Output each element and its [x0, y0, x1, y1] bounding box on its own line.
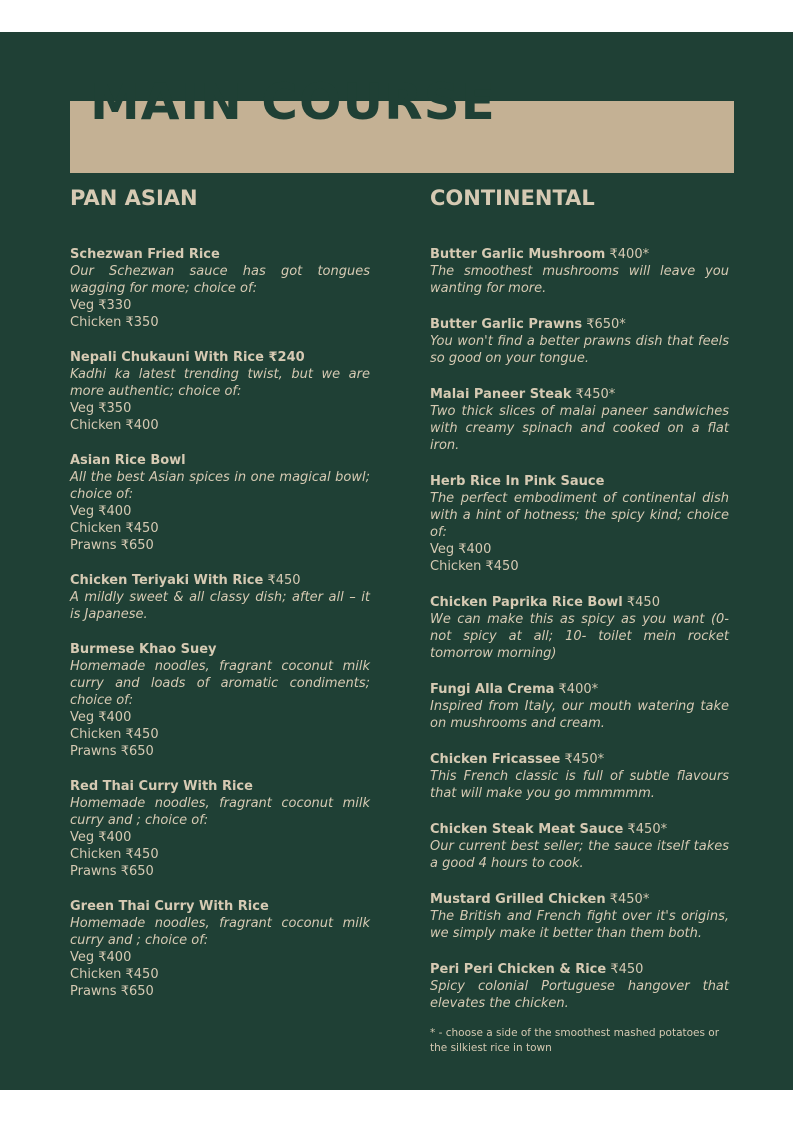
menu-item-option: Chicken ₹450	[70, 521, 159, 536]
menu-item-name: Butter Garlic Mushroom	[430, 247, 606, 262]
menu-item	[430, 961, 729, 1012]
menu-item-description: Homemade noodles, fragrant coconut milk curry and loads of aromatic condiments; choice of:	[70, 659, 370, 708]
menu-item-description: Inspired from Italy, our mouth watering take on mushrooms and cream.	[430, 699, 729, 731]
menu-item-name: Chicken Fricassee	[430, 752, 561, 767]
menu-item-title	[70, 898, 370, 915]
menu-item	[430, 594, 729, 662]
menu-item-title	[430, 751, 729, 768]
menu-item-price: ₹450*	[627, 822, 668, 837]
page-title: MAIN COURSE	[90, 73, 496, 131]
menu-item-description: All the best Asian spices in one magical bowl; choice of:	[70, 470, 370, 502]
menu-item-options	[70, 400, 370, 434]
menu-item	[70, 246, 370, 331]
menu-item-name: Malai Paneer Steak	[430, 387, 572, 402]
menu-item-options	[70, 949, 370, 1000]
menu-item-description: Homemade noodles, fragrant coconut milk curry and ; choice of:	[70, 796, 370, 828]
menu-item-description: The smoothest mushrooms will leave you wanting for more.	[430, 264, 729, 296]
menu-item-price: ₹450	[626, 595, 660, 610]
menu-item-option: Chicken ₹350	[70, 315, 159, 330]
menu-item-option: Chicken ₹450	[70, 847, 159, 862]
menu-item-option: Prawns ₹650	[70, 744, 154, 759]
menu-item	[430, 316, 729, 367]
menu-item	[70, 349, 370, 434]
menu-item-name: Chicken Steak Meat Sauce	[430, 822, 624, 837]
menu-item-description: Our Schezwan sauce has got tongues wagging for more; choice of:	[70, 264, 370, 296]
menu-item-option: Prawns ₹650	[70, 864, 154, 879]
menu-item-option: Veg ₹400	[70, 504, 132, 519]
menu-item-name: Chicken Teriyaki With Rice	[70, 573, 264, 588]
menu-item-option: Veg ₹400	[70, 830, 132, 845]
menu-item-name: Nepali Chukauni With Rice ₹240	[70, 350, 305, 365]
footnote: * - choose a side of the smoothest mashed potatoes or the silkiest rice in town	[430, 1027, 720, 1054]
menu-item-option: Prawns ₹650	[70, 984, 154, 999]
menu-item	[430, 386, 729, 454]
menu-item	[430, 751, 729, 802]
menu-item-name: Herb Rice In Pink Sauce	[430, 474, 605, 489]
menu-item-name: Asian Rice Bowl	[70, 453, 186, 468]
menu-item-description: The British and French fight over it's origins, we simply make it better than them both.	[430, 909, 729, 941]
menu-item-title	[70, 452, 370, 469]
menu-item-title	[70, 246, 370, 263]
menu-item-price: ₹450*	[575, 387, 616, 402]
menu-item-title	[430, 961, 729, 978]
menu-item-description: You won't find a better prawns dish that feels so good on your tongue.	[430, 334, 729, 366]
menu-item-price: ₹450	[610, 962, 644, 977]
menu-item-title	[70, 778, 370, 795]
section-heading: PAN ASIAN	[70, 186, 198, 210]
menu-item-title	[430, 473, 729, 490]
menu-item-title	[430, 316, 729, 333]
menu-item-name: Fungi Alla Crema	[430, 682, 555, 697]
menu-item-title	[430, 821, 729, 838]
menu-item-option: Veg ₹400	[70, 710, 132, 725]
menu-item-description: Kadhi ka latest trending twist, but we are more authentic; choice of:	[70, 367, 370, 399]
menu-item-title	[430, 246, 729, 263]
menu-item-options	[70, 503, 370, 554]
menu-item-price: ₹650*	[586, 317, 626, 332]
menu-item-options	[70, 297, 370, 331]
menu-item-name: Mustard Grilled Chicken	[430, 892, 606, 907]
menu-item-price: ₹450*	[564, 752, 605, 767]
menu-item-name: Schezwan Fried Rice	[70, 247, 220, 262]
menu-item	[430, 246, 729, 297]
menu-item-title	[430, 594, 729, 611]
menu-item-option: Veg ₹350	[70, 401, 132, 416]
menu-item-name: Red Thai Curry With Rice	[70, 779, 253, 794]
menu-item-name: Peri Peri Chicken & Rice	[430, 962, 607, 977]
menu-item-name: Butter Garlic Prawns	[430, 317, 583, 332]
menu-item-name: Chicken Paprika Rice Bowl	[430, 595, 623, 610]
menu-item	[430, 821, 729, 872]
menu-item	[70, 452, 370, 554]
menu-item	[430, 891, 729, 942]
menu-item-name: Green Thai Curry With Rice	[70, 899, 269, 914]
menu-item-description: The perfect embodiment of continental dish with a hint of hotness; the spicy kind; choice of:	[430, 491, 729, 540]
menu-item-title	[70, 641, 370, 658]
menu-item-title	[430, 681, 729, 698]
menu-item-option: Chicken ₹450	[70, 727, 159, 742]
section-heading: CONTINENTAL	[430, 186, 595, 210]
menu-item-title	[430, 386, 729, 403]
menu-item-options	[70, 709, 370, 760]
pan-asian-section	[70, 184, 370, 1018]
menu-item-option: Chicken ₹450	[430, 559, 519, 574]
menu-item-name: Burmese Khao Suey	[70, 642, 217, 657]
menu-item-description: Homemade noodles, fragrant coconut milk curry and ; choice of:	[70, 916, 370, 948]
menu-item-option: Chicken ₹450	[70, 967, 159, 982]
menu-item-description: Spicy colonial Portuguese hangover that elevates the chicken.	[430, 979, 729, 1011]
menu-item	[70, 778, 370, 880]
menu-item	[430, 681, 729, 732]
menu-item-title	[70, 349, 370, 366]
menu-item	[70, 898, 370, 1000]
menu-item	[430, 473, 729, 575]
continental-section	[430, 184, 729, 1031]
menu-item	[70, 641, 370, 760]
menu-item-description: This French classic is full of subtle flavours that will make you go mmmmmm.	[430, 769, 729, 801]
menu-item-price: ₹450*	[609, 892, 650, 907]
menu-item-title	[70, 572, 370, 589]
menu-item-options	[430, 541, 729, 575]
menu-item-price: ₹400*	[609, 247, 650, 262]
menu-item-description: Two thick slices of malai paneer sandwiches with creamy spinach and cooked on a flat iron.	[430, 404, 729, 453]
menu-item-price: ₹400*	[558, 682, 599, 697]
menu-item-description: We can make this as spicy as you want (0-not spicy at all; 10- toilet mein rocket tomorrow morning)	[430, 612, 729, 661]
menu-item-option: Chicken ₹400	[70, 418, 159, 433]
menu-item-price: ₹450	[267, 573, 301, 588]
menu-item-description: A mildly sweet & all classy dish; after all – it is Japanese.	[70, 590, 370, 622]
menu-item	[70, 572, 370, 623]
menu-item-title	[430, 891, 729, 908]
menu-item-description: Our current best seller; the sauce itself takes a good 4 hours to cook.	[430, 839, 729, 871]
menu-item-option: Veg ₹400	[430, 542, 492, 557]
menu-item-options	[70, 829, 370, 880]
menu-item-option: Veg ₹330	[70, 298, 132, 313]
menu-page	[0, 32, 793, 1090]
menu-item-option: Veg ₹400	[70, 950, 132, 965]
menu-item-option: Prawns ₹650	[70, 538, 154, 553]
